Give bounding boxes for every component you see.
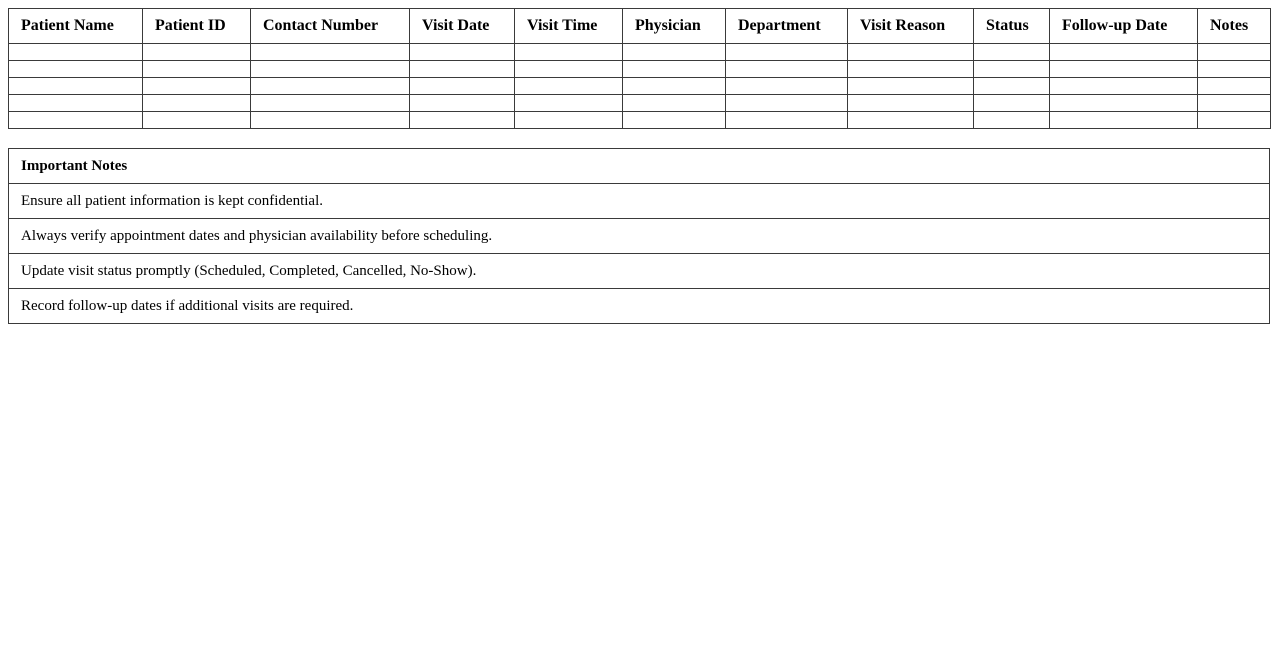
table-cell[interactable] — [251, 78, 410, 95]
table-cell[interactable] — [623, 44, 726, 61]
page-content — [8, 8, 1270, 324]
column-header-visit-reason: Visit Reason — [848, 9, 974, 44]
table-cell[interactable] — [1198, 61, 1271, 78]
note-text: Ensure all patient information is kept confidential. — [9, 184, 1270, 219]
table-cell[interactable] — [410, 95, 515, 112]
table-cell[interactable] — [143, 95, 251, 112]
table-cell[interactable] — [515, 61, 623, 78]
table-cell[interactable] — [410, 61, 515, 78]
table-cell[interactable] — [726, 112, 848, 129]
table-cell[interactable] — [848, 95, 974, 112]
table-cell[interactable] — [515, 112, 623, 129]
table-cell[interactable] — [623, 95, 726, 112]
note-item — [9, 254, 1270, 289]
important-notes-table — [8, 148, 1270, 324]
table-cell[interactable] — [726, 44, 848, 61]
table-cell[interactable] — [1198, 78, 1271, 95]
table-cell[interactable] — [515, 95, 623, 112]
table-cell[interactable] — [1198, 112, 1271, 129]
column-header-department: Department — [726, 9, 848, 44]
column-header-visit-time: Visit Time — [515, 9, 623, 44]
table-cell[interactable] — [848, 44, 974, 61]
table-header-row — [9, 9, 1271, 44]
note-text: Always verify appointment dates and physician availability before scheduling. — [9, 219, 1270, 254]
notes-header-row — [9, 149, 1270, 184]
table-cell[interactable] — [848, 61, 974, 78]
table-cell[interactable] — [623, 78, 726, 95]
table-cell[interactable] — [1050, 112, 1198, 129]
table-cell[interactable] — [1050, 95, 1198, 112]
table-cell[interactable] — [974, 78, 1050, 95]
table-cell[interactable] — [410, 78, 515, 95]
table-cell[interactable] — [623, 112, 726, 129]
column-header-patient-id: Patient ID — [143, 9, 251, 44]
table-cell[interactable] — [1050, 78, 1198, 95]
table-cell[interactable] — [251, 95, 410, 112]
table-cell[interactable] — [848, 112, 974, 129]
table-cell[interactable] — [1198, 44, 1271, 61]
table-cell[interactable] — [1198, 95, 1271, 112]
column-header-contact-number: Contact Number — [251, 9, 410, 44]
table-cell[interactable] — [251, 61, 410, 78]
column-header-status: Status — [974, 9, 1050, 44]
notes-title: Important Notes — [9, 149, 1270, 184]
table-cell[interactable] — [410, 44, 515, 61]
table-cell[interactable] — [251, 44, 410, 61]
table-cell[interactable] — [9, 95, 143, 112]
table-cell[interactable] — [726, 95, 848, 112]
note-item — [9, 219, 1270, 254]
table-cell[interactable] — [9, 44, 143, 61]
table-row — [9, 112, 1271, 129]
table-cell[interactable] — [1050, 44, 1198, 61]
table-cell[interactable] — [515, 44, 623, 61]
table-cell[interactable] — [974, 112, 1050, 129]
column-header-notes: Notes — [1198, 9, 1271, 44]
table-cell[interactable] — [9, 61, 143, 78]
note-item — [9, 289, 1270, 324]
table-cell[interactable] — [143, 78, 251, 95]
patient-visits-table — [8, 8, 1271, 129]
table-cell[interactable] — [9, 78, 143, 95]
table-cell[interactable] — [974, 95, 1050, 112]
column-header-follow-up-date: Follow-up Date — [1050, 9, 1198, 44]
table-row — [9, 95, 1271, 112]
table-row — [9, 61, 1271, 78]
column-header-patient-name: Patient Name — [9, 9, 143, 44]
table-cell[interactable] — [143, 61, 251, 78]
table-cell[interactable] — [848, 78, 974, 95]
column-header-physician: Physician — [623, 9, 726, 44]
table-cell[interactable] — [143, 112, 251, 129]
table-body — [9, 44, 1271, 129]
table-cell[interactable] — [410, 112, 515, 129]
note-item — [9, 184, 1270, 219]
table-cell[interactable] — [143, 44, 251, 61]
column-header-visit-date: Visit Date — [410, 9, 515, 44]
table-cell[interactable] — [726, 61, 848, 78]
note-text: Record follow-up dates if additional visits are required. — [9, 289, 1270, 324]
note-text: Update visit status promptly (Scheduled, Completed, Cancelled, No-Show). — [9, 254, 1270, 289]
table-cell[interactable] — [9, 112, 143, 129]
table-cell[interactable] — [623, 61, 726, 78]
table-row — [9, 78, 1271, 95]
table-row — [9, 44, 1271, 61]
table-cell[interactable] — [1050, 61, 1198, 78]
table-cell[interactable] — [515, 78, 623, 95]
table-cell[interactable] — [974, 61, 1050, 78]
table-cell[interactable] — [726, 78, 848, 95]
table-cell[interactable] — [974, 44, 1050, 61]
table-cell[interactable] — [251, 112, 410, 129]
